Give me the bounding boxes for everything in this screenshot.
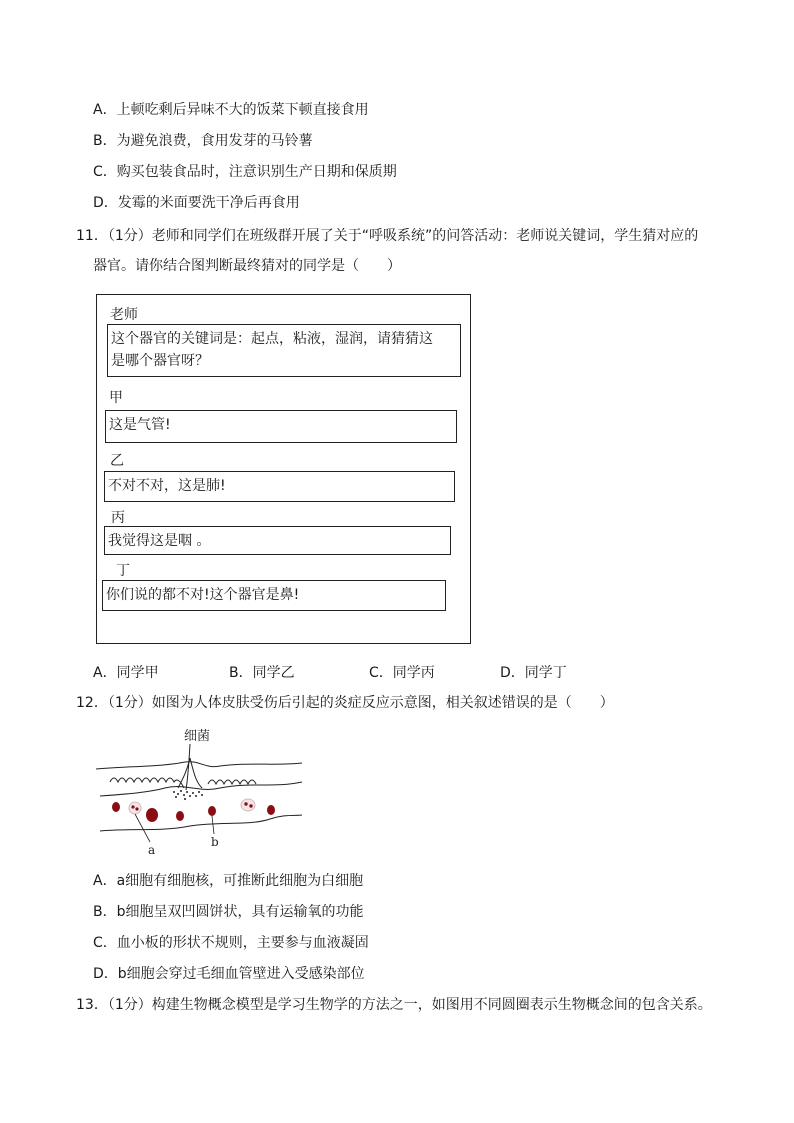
q12-option-d: D．b细胞会穿过毛细血管壁进入受感染部位 [93,966,365,982]
white-blood-cell-a [129,802,141,814]
white-blood-cell [241,799,255,811]
q12-option-a: A．a细胞有细胞核，可推断此细胞为白细胞 [93,873,364,889]
chat-bubble-yi [104,471,455,502]
q11-option-b: B．同学乙 [229,665,295,681]
chat-bubble-jia [105,410,457,443]
chat-speaker-yi: 乙 [110,453,124,469]
blood-cell [112,802,120,812]
chat-bubble-teacher [107,324,461,377]
blood-cell [176,811,184,821]
blood-cell [146,808,158,822]
q12-stem: 12．（1分）如图为人体皮肤受伤后引起的炎症反应示意图，相关叙述错误的是（ ） [76,695,614,711]
chat-text-bing: 我觉得这是咽 。 [108,533,211,549]
label-b: b [211,835,219,849]
blood-cell-b [208,806,216,816]
chat-speaker-teacher: 老师 [110,307,138,323]
chat-bubble-bing [104,526,451,555]
q13-stem: 13．（1分）构建生物概念模型是学习生物学的方法之一，如图用不同圆圈表示生物概念间的包含关系。 [76,997,712,1013]
chat-speaker-bing: 丙 [111,510,125,526]
chat-text-teacher-line1: 这个器官的关键词是：起点，粘液，湿润，请猜猜这 [111,331,433,347]
q10-option-a: A．上顿吃剩后异味不大的饭菜下顿直接食用 [93,102,369,118]
chat-text-teacher-line2: 是哪个器官呀？ [111,353,209,369]
q10-option-c: C．购买包装食品时，注意识别生产日期和保质期 [93,164,397,180]
chat-speaker-jia: 甲 [109,390,123,406]
chat-speaker-ding: 丁 [116,563,130,579]
chat-text-yi: 不对不对，这是肺! [108,478,226,494]
chat-text-ding: 你们说的都不对!这个器官是鼻! [106,587,300,603]
q11-option-c: C．同学丙 [369,665,435,681]
q10-option-b: B．为避免浪费，食用发芽的马铃薯 [93,133,313,149]
blood-cell [267,805,275,815]
q11-stem-line2: 器官。请你结合图判断最终猜对的同学是（ ） [93,258,401,274]
label-a: a [148,843,156,857]
chat-text-jia: 这是气管! [109,417,171,433]
inflammation-diagram [90,722,310,857]
q11-option-d: D．同学丁 [500,665,567,681]
bacteria-label: 细菌 [184,729,211,744]
q12-option-c: C．血小板的形状不规则，主要参与血液凝固 [93,935,369,951]
q11-stem-line1: 11．（1分）老师和同学们在班级群开展了关于“呼吸系统”的问答活动：老师说关键词，学生猜对应的 [76,228,699,244]
q12-option-b: B．b细胞呈双凹圆饼状，具有运输氧的功能 [93,904,364,920]
q11-option-a: A．同学甲 [93,665,159,681]
chat-bubble-ding [102,580,446,611]
q10-option-d: D．发霉的米面要洗干净后再食用 [93,195,300,211]
